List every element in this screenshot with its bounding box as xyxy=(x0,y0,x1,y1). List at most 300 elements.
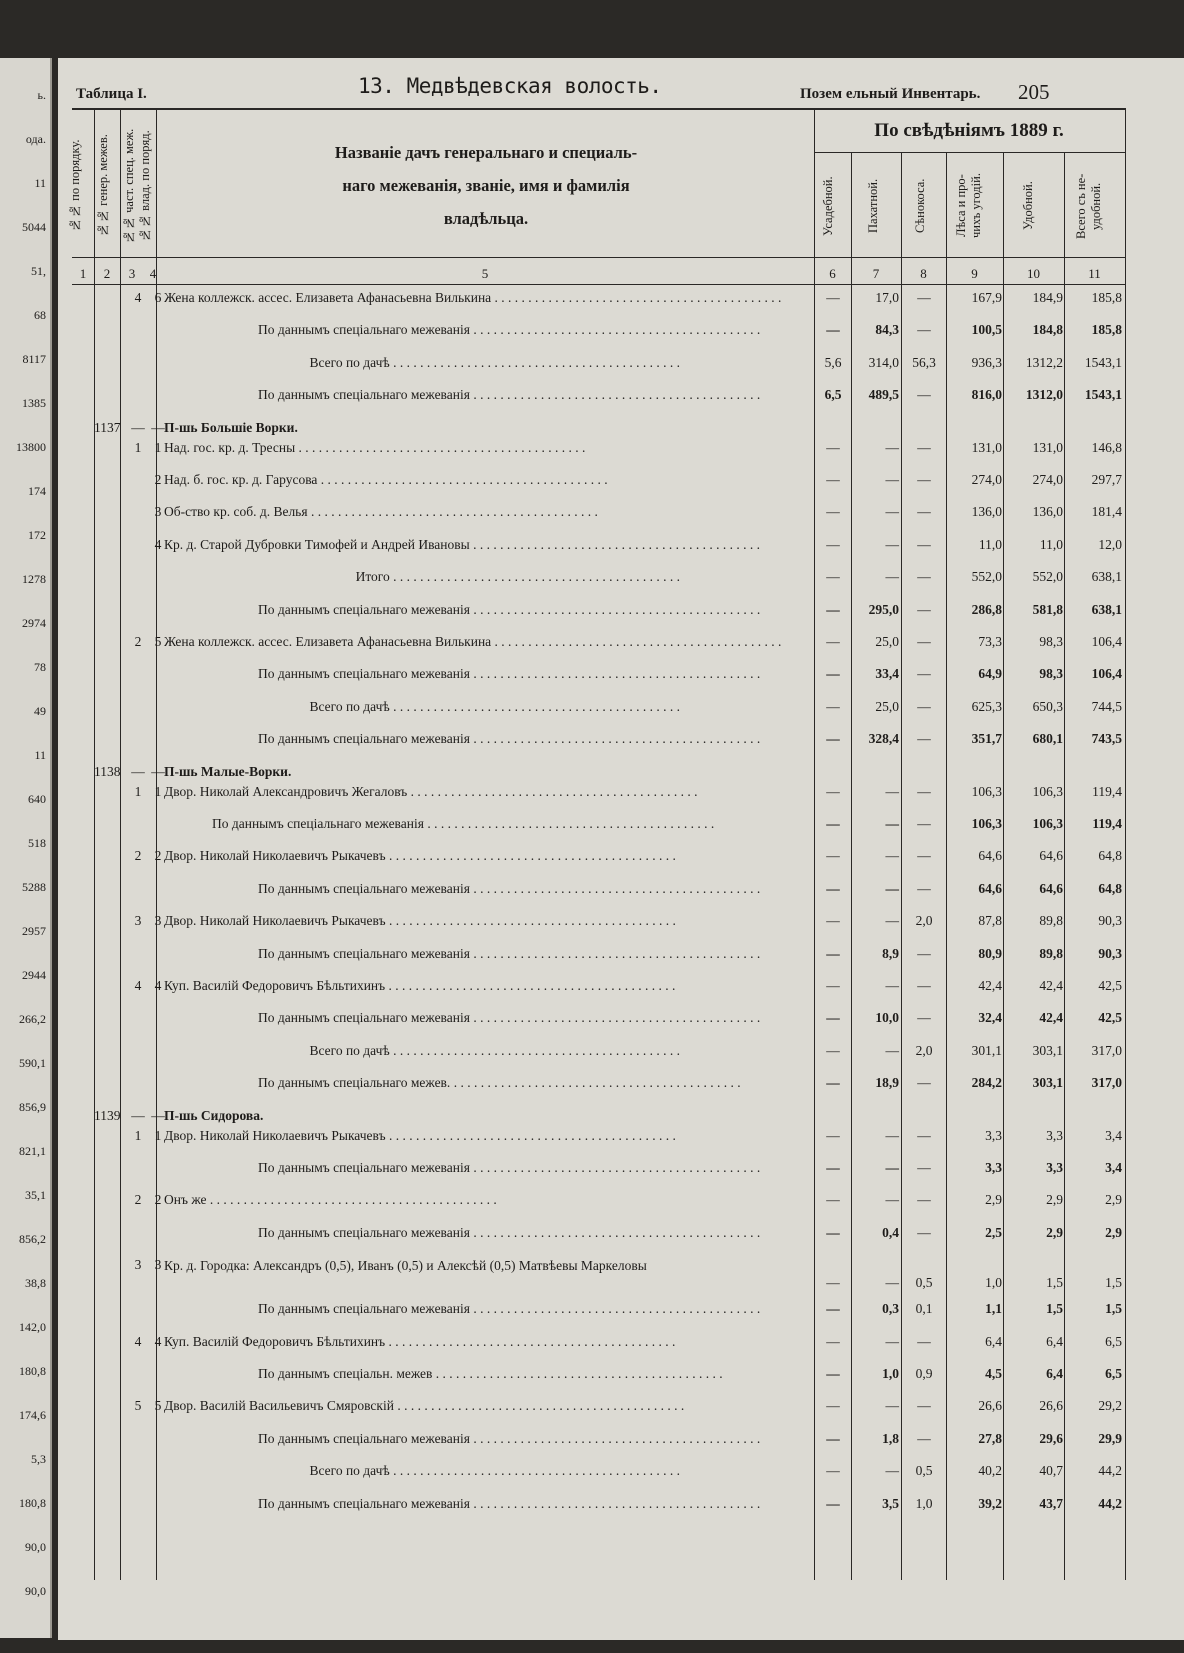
table-row xyxy=(58,780,1184,812)
row-name: По даннымъ спеціальнаго межеванія . . . xyxy=(164,1010,888,1026)
prev-page-fragment: 5288 xyxy=(22,880,46,894)
row-cell-v7: — xyxy=(885,1160,899,1175)
row-name: Кр. д. Городка: Александръ (0,5), Иванъ (0,5) и Алексѣй (0,5) Матвѣевы Маркеловы xyxy=(164,1258,647,1274)
row-cell-v7: 295,0 xyxy=(868,601,899,617)
table-row xyxy=(58,286,1184,318)
row-cell-v11: 90,3 xyxy=(1098,913,1122,929)
row-cell-v7: — xyxy=(885,816,899,831)
row-cell-t2: 1139 xyxy=(94,1107,121,1123)
prev-page-fragment: 518 xyxy=(28,836,46,850)
prev-page-fragment: 49 xyxy=(34,704,46,718)
row-cell-v10: 98,3 xyxy=(1039,666,1063,682)
row-cell-t4: 4 xyxy=(154,978,162,993)
row-cell-v8: — xyxy=(917,945,931,961)
row-name: Всего по дачѣ . . . xyxy=(164,699,680,715)
row-cell-v11: 64,8 xyxy=(1098,848,1122,864)
row-cell-v11: 638,1 xyxy=(1091,569,1122,585)
row-cell-v10: 184,9 xyxy=(1032,290,1063,305)
table-row xyxy=(58,812,1184,844)
row-name: По даннымъ спеціальнаго межеванія . . . xyxy=(164,1225,888,1241)
column-number: 11 xyxy=(1088,266,1101,281)
row-cell-v10: 64,6 xyxy=(1039,848,1063,864)
row-cell-v7: 1,8 xyxy=(882,1430,899,1446)
row-cell-v11: 12,0 xyxy=(1098,536,1122,552)
row-cell-v11: 64,8 xyxy=(1098,880,1122,896)
row-cell-v9: 136,0 xyxy=(971,504,1002,520)
row-cell-v11: 29,2 xyxy=(1098,1398,1122,1414)
row-cell-v8: — xyxy=(917,1224,931,1240)
row-cell-v10: 136,0 xyxy=(1032,504,1063,520)
row-cell-v9: 106,3 xyxy=(971,816,1002,831)
row-cell-v8: — xyxy=(917,666,931,682)
table-row xyxy=(58,1071,1184,1103)
row-cell-v8: 0,9 xyxy=(915,1366,933,1381)
table-row xyxy=(58,533,1184,565)
row-cell-v6: — xyxy=(826,945,840,961)
row-name: Над. гос. кр. д. Тресны . . . xyxy=(164,440,794,456)
row-cell-v6: — xyxy=(826,1333,840,1349)
row-cell-v8: 0,5 xyxy=(915,1463,933,1479)
row-cell-v6: — xyxy=(826,1160,840,1175)
row-cell-v6: — xyxy=(826,978,840,993)
row-cell-v6: — xyxy=(826,601,840,617)
row-cell-v8: — xyxy=(917,698,931,714)
row-cell-v6: — xyxy=(826,1398,840,1414)
row-name: Двор. Николай Николаевичъ Рыкачевъ . . . xyxy=(164,848,794,864)
row-cell-v6: — xyxy=(826,816,840,831)
prev-page-fragment: 51, xyxy=(31,264,46,278)
row-cell-v9: 1,0 xyxy=(985,1275,1002,1291)
row-name: По даннымъ спеціальнаго межев. . . . xyxy=(164,1075,888,1091)
row-cell-v7: 17,0 xyxy=(875,290,899,305)
column-number: 3 xyxy=(128,266,136,281)
row-cell-v6: — xyxy=(826,880,840,896)
row-name: По даннымъ спеціальнаго межеванія . . . xyxy=(164,322,888,338)
row-cell-v6: — xyxy=(826,322,840,338)
row-cell-v9: 100,5 xyxy=(971,322,1002,338)
row-cell-v7: 25,0 xyxy=(875,698,899,714)
table-row xyxy=(58,1221,1184,1253)
table-row xyxy=(58,1394,1184,1426)
row-cell-v9: 87,8 xyxy=(978,913,1002,929)
table-row xyxy=(58,877,1184,909)
row-cell-v10: 106,3 xyxy=(1032,816,1063,831)
row-name: По даннымъ спеціальнаго межеванія . . . xyxy=(164,881,888,897)
row-cell-v9: 301,1 xyxy=(971,1042,1002,1058)
row-cell-v11: 119,4 xyxy=(1092,783,1122,799)
row-cell-v10: 2,9 xyxy=(1046,1224,1063,1240)
row-cell-v10: 26,6 xyxy=(1039,1398,1063,1414)
row-cell-v11: 185,8 xyxy=(1091,290,1122,305)
prev-page-fragment: 1278 xyxy=(22,572,46,586)
row-cell-v9: 816,0 xyxy=(971,387,1002,403)
prev-page-fragment: ь. xyxy=(37,88,46,102)
row-name: Всего по дачѣ . . . xyxy=(164,1463,680,1479)
row-cell-v9: 274,0 xyxy=(971,472,1002,487)
row-cell-v6: — xyxy=(826,1275,840,1291)
table-row xyxy=(58,974,1184,1006)
row-cell-v11: 317,0 xyxy=(1091,1042,1122,1058)
row-cell-v6: — xyxy=(826,698,840,714)
row-cell-t3: 5 xyxy=(134,1398,142,1414)
prev-page-fragment: 640 xyxy=(28,792,46,806)
prev-page-fragment: 266,2 xyxy=(19,1012,46,1026)
row-cell-v6: — xyxy=(826,634,840,649)
row-name: По даннымъ спеціальнаго межеванія . . . xyxy=(164,1431,888,1447)
row-cell-t3: 3 xyxy=(134,913,142,929)
table-row xyxy=(58,1253,1184,1297)
table-row xyxy=(58,1039,1184,1071)
row-cell-t4: 1 xyxy=(154,1127,162,1143)
row-cell-t4: 1 xyxy=(154,783,162,799)
page-title: 13. Медвѣдевская волость. xyxy=(358,74,662,98)
row-cell-v7: — xyxy=(885,536,899,552)
row-cell-v10: 40,7 xyxy=(1039,1463,1063,1479)
row-cell-v9: 11,0 xyxy=(978,536,1002,552)
row-cell-t3: — xyxy=(131,763,145,779)
row-cell-v8: — xyxy=(917,978,931,993)
row-cell-v7: — xyxy=(885,439,899,455)
row-name: Кр. д. Старой Дубровки Тимофей и Андрей Ивановы . . . xyxy=(164,537,794,553)
row-cell-v11: 1,5 xyxy=(1105,1301,1122,1317)
table-row xyxy=(58,695,1184,727)
row-cell-v6: — xyxy=(826,848,840,864)
row-cell-v6: — xyxy=(826,783,840,799)
column-number: 4 xyxy=(149,266,157,281)
row-cell-v8: — xyxy=(917,1075,931,1091)
row-cell-v7: — xyxy=(885,1463,899,1479)
row-cell-v11: 106,4 xyxy=(1091,666,1122,682)
row-cell-v9: 552,0 xyxy=(971,569,1002,585)
header-rule xyxy=(72,257,1126,258)
row-cell-v8: 1,0 xyxy=(915,1495,933,1511)
row-cell-v11: 146,8 xyxy=(1091,439,1122,455)
row-cell-v9: 42,4 xyxy=(978,978,1002,993)
row-cell-v7: — xyxy=(885,848,899,864)
row-cell-v6: — xyxy=(826,1042,840,1058)
row-cell-t4: — xyxy=(151,763,165,779)
row-cell-t4: 3 xyxy=(154,504,162,520)
prev-page-fragment: 590,1 xyxy=(19,1056,46,1070)
row-cell-v9: 625,3 xyxy=(971,698,1002,714)
row-cell-v8: 0,1 xyxy=(915,1301,933,1317)
row-cell-v10: 43,7 xyxy=(1039,1495,1063,1511)
row-cell-v10: 64,6 xyxy=(1039,880,1063,896)
row-cell-t3: — xyxy=(131,1107,145,1123)
row-name: П-шь Сидорова. xyxy=(164,1107,264,1123)
row-cell-v11: 181,4 xyxy=(1091,504,1122,520)
row-cell-v11: 42,5 xyxy=(1098,1010,1122,1026)
prev-page-fragment: 821,1 xyxy=(19,1144,46,1158)
row-name: Об-ство кр. соб. д. Велья . . . xyxy=(164,504,794,520)
svedeniya-header: По свѣдѣніямъ 1889 г. xyxy=(874,120,1064,141)
row-cell-v10: 184,8 xyxy=(1032,322,1063,338)
section-row xyxy=(58,416,1184,436)
row-cell-v8: — xyxy=(917,783,931,799)
prev-page-fragment: 11 xyxy=(34,176,46,190)
row-name: П-шь Большіе Ворки. xyxy=(164,419,298,435)
row-cell-v9: 167,9 xyxy=(971,290,1002,305)
row-name: По даннымъ спеціальнаго межеванія . . . xyxy=(164,387,888,403)
row-cell-v8: — xyxy=(917,569,931,585)
col-header-11: Всего съ не- удобной. xyxy=(1074,173,1103,239)
prev-page-fragment: ода. xyxy=(25,132,46,146)
previous-page-edge xyxy=(0,58,52,1638)
row-cell-v9: 286,8 xyxy=(971,601,1002,617)
inventory-label: Позем ельный Инвентарь. xyxy=(800,86,981,102)
row-cell-v6: — xyxy=(826,1366,840,1381)
row-cell-v7: 1,0 xyxy=(882,1366,899,1381)
row-cell-v8: — xyxy=(917,1010,931,1026)
row-cell-v10: 581,8 xyxy=(1032,601,1063,617)
section-row xyxy=(58,760,1184,780)
row-cell-v10: 131,0 xyxy=(1032,439,1063,455)
col-header-9: Лѣса и про- чихъ угодій. xyxy=(954,173,983,239)
prev-page-fragment: 8117 xyxy=(22,352,46,366)
row-cell-v11: 90,3 xyxy=(1098,945,1122,961)
table-row xyxy=(58,318,1184,350)
prev-page-fragment: 180,8 xyxy=(19,1496,46,1510)
row-cell-v11: 44,2 xyxy=(1098,1495,1122,1511)
prev-page-fragment: 856,2 xyxy=(19,1232,46,1246)
table-row xyxy=(58,1492,1184,1524)
column-number: 8 xyxy=(920,266,927,281)
row-cell-v6: — xyxy=(826,731,840,747)
table-row xyxy=(58,942,1184,974)
row-cell-v9: 6,4 xyxy=(985,1333,1002,1349)
table-row xyxy=(58,598,1184,630)
row-cell-v10: 303,1 xyxy=(1032,1042,1063,1058)
row-cell-v6: — xyxy=(826,536,840,552)
row-cell-v7: — xyxy=(885,1398,899,1414)
row-cell-t3: — xyxy=(131,419,145,435)
row-cell-v11: 638,1 xyxy=(1091,601,1122,617)
colnum-rule xyxy=(72,284,1126,285)
row-name: По даннымъ спеціальнаго межеванія . . . xyxy=(164,816,842,832)
row-cell-v7: 314,0 xyxy=(868,354,899,370)
prev-page-fragment: 90,0 xyxy=(25,1540,46,1554)
row-cell-v7: — xyxy=(885,880,899,896)
row-name: По даннымъ спеціальнаго межеванія . . . xyxy=(164,946,888,962)
row-cell-v6: — xyxy=(826,1192,840,1208)
row-cell-v8: — xyxy=(917,601,931,617)
row-cell-v9: 106,3 xyxy=(971,783,1002,799)
row-cell-v7: 328,4 xyxy=(868,731,899,747)
row-cell-t4: — xyxy=(151,1107,165,1123)
row-cell-v9: 80,9 xyxy=(978,945,1002,961)
row-cell-v6: — xyxy=(826,472,840,487)
row-cell-v11: 1543,1 xyxy=(1084,387,1122,403)
prev-page-fragment: 856,9 xyxy=(19,1100,46,1114)
row-cell-t3: 1 xyxy=(134,783,142,799)
table-row xyxy=(58,436,1184,468)
column-number: 10 xyxy=(1027,266,1040,281)
row-cell-v9: 3,3 xyxy=(985,1127,1002,1143)
col-header-4: №№ влад. по поряд. xyxy=(138,130,152,242)
row-cell-v9: 39,2 xyxy=(978,1495,1002,1511)
row-cell-v6: — xyxy=(826,569,840,585)
row-cell-v7: — xyxy=(885,1127,899,1143)
row-cell-v9: 73,3 xyxy=(978,634,1002,649)
table-row xyxy=(58,909,1184,941)
row-cell-v11: 743,5 xyxy=(1091,731,1122,747)
row-cell-v11: 317,0 xyxy=(1091,1075,1122,1091)
row-cell-t4: 5 xyxy=(154,1398,162,1414)
row-cell-v8: — xyxy=(917,290,931,305)
document-page xyxy=(58,58,1184,1640)
row-cell-v8: — xyxy=(917,1430,931,1446)
row-cell-v8: — xyxy=(917,439,931,455)
row-cell-v6: — xyxy=(826,439,840,455)
row-cell-v11: 44,2 xyxy=(1098,1463,1122,1479)
row-name: По даннымъ спеціальнаго межеванія . . . xyxy=(164,1301,888,1317)
row-cell-v8: — xyxy=(917,322,931,338)
row-cell-v11: 2,9 xyxy=(1105,1192,1122,1208)
table-row xyxy=(58,1006,1184,1038)
row-cell-v9: 64,9 xyxy=(978,666,1002,682)
row-name: Над. б. гос. кр. д. Гарусова . . . xyxy=(164,472,794,488)
row-cell-v7: — xyxy=(885,978,899,993)
table-row xyxy=(58,630,1184,662)
prev-page-fragment: 174,6 xyxy=(19,1408,46,1422)
row-cell-v7: — xyxy=(885,913,899,929)
prev-page-fragment: 5,3 xyxy=(31,1452,46,1466)
col-header-6: Усадебной. xyxy=(821,176,835,236)
row-cell-v9: 284,2 xyxy=(971,1075,1002,1091)
row-cell-t2: 1138 xyxy=(94,763,121,779)
row-cell-v8: — xyxy=(917,880,931,896)
prev-page-fragment: 142,0 xyxy=(19,1320,46,1334)
row-cell-t2: 1137 xyxy=(94,419,121,435)
table-row xyxy=(58,351,1184,383)
row-cell-v7: 3,5 xyxy=(882,1495,899,1511)
table-row xyxy=(58,1124,1184,1156)
col-header-2: №№ генер. межев. xyxy=(96,134,110,238)
row-cell-v11: 1,5 xyxy=(1105,1275,1122,1291)
row-cell-v8: — xyxy=(917,387,931,403)
row-name: По даннымъ спеціальн. межев . . . xyxy=(164,1366,888,1382)
prev-page-fragment: 13800 xyxy=(16,440,46,454)
row-cell-v8: 2,0 xyxy=(915,1042,933,1058)
row-cell-v10: 89,8 xyxy=(1039,913,1063,929)
row-cell-v8: — xyxy=(917,1192,931,1208)
row-cell-v8: — xyxy=(917,504,931,520)
row-cell-v10: 1312,2 xyxy=(1025,354,1063,370)
prev-page-fragment: 2944 xyxy=(22,968,46,982)
row-cell-v11: 1543,1 xyxy=(1084,354,1122,370)
row-cell-v10: 42,4 xyxy=(1039,1010,1063,1026)
row-cell-t3: 4 xyxy=(134,290,142,305)
row-cell-v8: — xyxy=(917,536,931,552)
prev-page-fragment: 35,1 xyxy=(25,1188,46,1202)
prev-page-fragment: 78 xyxy=(34,660,46,674)
row-cell-v7: 10,0 xyxy=(875,1010,899,1026)
row-cell-v10: 1,5 xyxy=(1046,1301,1063,1317)
row-cell-v6: — xyxy=(826,1301,840,1317)
row-name: Двор. Николай Николаевичъ Рыкачевъ . . . xyxy=(164,913,794,929)
row-cell-v11: 744,5 xyxy=(1091,698,1122,714)
row-cell-v11: 3,4 xyxy=(1105,1160,1122,1175)
top-rule xyxy=(72,108,1126,110)
row-cell-v8: — xyxy=(917,1127,931,1143)
row-cell-v10: 680,1 xyxy=(1032,731,1063,747)
table-row xyxy=(58,1297,1184,1329)
row-cell-v11: 6,5 xyxy=(1105,1366,1122,1381)
column-number: 5 xyxy=(481,266,489,281)
row-cell-t4: 3 xyxy=(154,913,162,929)
prev-page-fragment: 2974 xyxy=(22,616,46,630)
row-cell-v10: 42,4 xyxy=(1039,978,1063,993)
row-cell-v7: — xyxy=(885,504,899,520)
row-cell-v7: 8,9 xyxy=(882,945,899,961)
column-number: 9 xyxy=(971,266,978,281)
table-row xyxy=(58,1459,1184,1491)
row-cell-v10: 274,0 xyxy=(1032,472,1063,487)
name-column-header xyxy=(158,136,814,235)
row-cell-t4: 2 xyxy=(154,1192,162,1208)
table-row xyxy=(58,468,1184,500)
row-cell-v9: 2,9 xyxy=(985,1192,1002,1208)
row-cell-v7: 0,3 xyxy=(882,1301,899,1317)
section-row xyxy=(58,1104,1184,1124)
row-cell-v11: 2,9 xyxy=(1105,1224,1122,1240)
row-cell-v7: — xyxy=(885,1192,899,1208)
col-header-10: Удобной. xyxy=(1021,181,1035,231)
row-name: Куп. Василій Федоровичъ Бѣльтихинъ . . . xyxy=(164,1334,794,1350)
row-name: Жена коллежск. ассес. Елизавета Афанасьевна Вилькина . . . xyxy=(164,634,794,650)
col-header-1: №№ по порядку. xyxy=(68,139,82,233)
row-name: Двор. Василій Васильевичъ Смяровскій . . . xyxy=(164,1398,794,1414)
row-cell-v11: 297,7 xyxy=(1091,472,1122,487)
row-cell-v10: 6,4 xyxy=(1046,1333,1063,1349)
row-cell-v6: — xyxy=(826,1495,840,1511)
row-name: П-шь Малые-Ворки. xyxy=(164,763,292,779)
row-cell-t3: 2 xyxy=(134,634,142,649)
row-cell-v8: 0,5 xyxy=(915,1275,933,1291)
row-cell-v10: 552,0 xyxy=(1032,569,1063,585)
row-cell-t4: 4 xyxy=(154,1333,162,1349)
row-name: Всего по дачѣ . . . xyxy=(164,355,680,371)
row-cell-t3: 4 xyxy=(134,978,142,993)
row-name: Итого . . . xyxy=(164,569,680,585)
row-cell-v9: 27,8 xyxy=(978,1430,1002,1446)
row-cell-v8: — xyxy=(917,1333,931,1349)
row-cell-v6: — xyxy=(826,1224,840,1240)
table-row xyxy=(58,1427,1184,1459)
row-cell-v9: 64,6 xyxy=(978,880,1002,896)
row-cell-v10: 98,3 xyxy=(1039,634,1063,649)
row-cell-t4: 5 xyxy=(154,634,162,649)
col-header-3: №№ част. спец. меж. xyxy=(122,128,136,244)
prev-page-fragment: 90,0 xyxy=(25,1584,46,1598)
row-cell-t3: 1 xyxy=(134,1127,142,1143)
row-cell-v6: — xyxy=(826,1127,840,1143)
row-cell-v6: 5,6 xyxy=(824,354,842,370)
row-cell-v6: — xyxy=(826,1463,840,1479)
column-number: 6 xyxy=(829,266,836,281)
prev-page-fragment: 180,8 xyxy=(19,1364,46,1378)
row-cell-v10: 303,1 xyxy=(1032,1075,1063,1091)
row-cell-v7: — xyxy=(885,1275,899,1291)
row-cell-v6: — xyxy=(826,290,840,305)
row-cell-v8: — xyxy=(917,472,931,487)
row-cell-v10: 3,3 xyxy=(1046,1160,1063,1175)
row-cell-v7: 0,4 xyxy=(882,1224,899,1240)
column-number: 2 xyxy=(103,266,111,281)
row-cell-v10: 29,6 xyxy=(1039,1430,1063,1446)
row-cell-v6: — xyxy=(826,666,840,682)
column-number: 1 xyxy=(79,266,87,281)
